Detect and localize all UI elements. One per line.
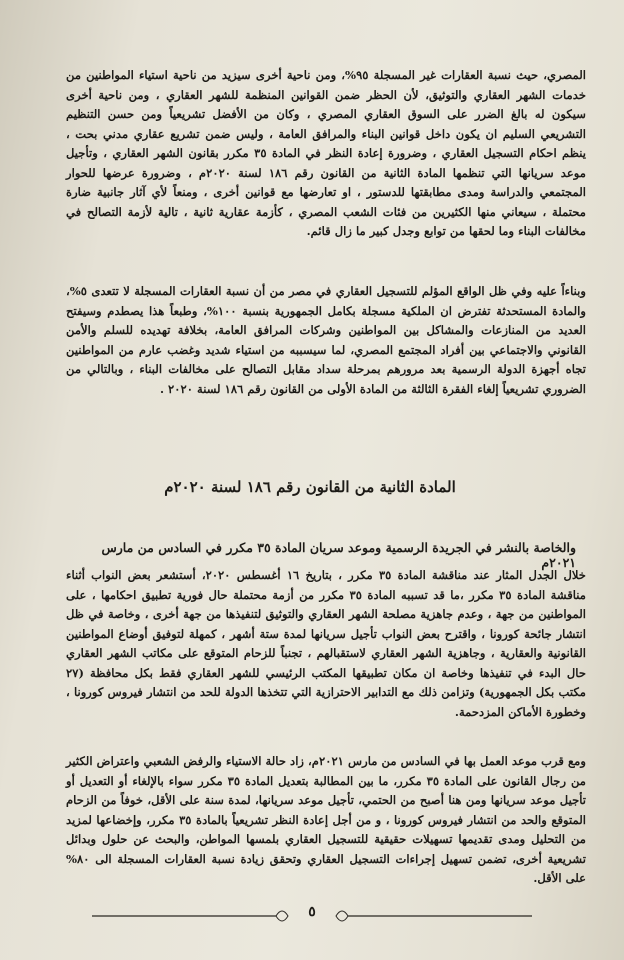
paragraph-2: وبناءاً عليه وفي ظل الواقع المؤلم للتسجيل العقاري في مصر من أن نسبة العقارات المسجلة لا تتعدى ٥%، والمادة المستحدثة تفترض ان الملكية مسجلة بكامل الجمهورية بنسبة ١٠٠%، وطبعاً هذا يصطدم وسيفتح العديد من المنازعات والمشاكل بين المواطنين وشركات المرافق العامة، بخلافة تهديده للسلم والأمن القانوني والاجتماعي بين أفراد المجتمع المصري، لما سيسببه من استياء شديد وغضب عارم من المواطنين تجاه أجهزة الدولة الرسمية بعد مرورهم بمرحلة سداد مقابل التصالح على مخالفات البناء ، وبالتالي من الضروري تشريعياً إلغاء الفقرة الثالثة من المادة الأولى من القانون رقم ١٨٦ لسنة ٢٠٢٠ . bbox=[66, 284, 587, 396]
paragraph-3: خلال الجدل المثار عند مناقشة المادة ٣٥ مكرر ، بتاريخ ١٦ أغسطس ٢٠٢٠، أستشعر بعض النواب أثناء مناقشة المادة ٣٥ مكرر ،ما قد تسببه المادة ٣٥ مكرر من أزمة محتملة حال فورية تطبيق احكامها ، على المواطنين من جهة ، وعدم جاهزية مصلحة الشهر العقاري والتوثيق لتنفيذها من جهة أخرى ، وخاصة في ظل انتشار جائحة كورونا ، واقترح بعض النواب تأجيل سريانها لمدة ستة أشهر ، كمهلة لتوفيق أوضاع المواطنين القانونية والعقارية ، وجاهزية الشهر العقاري لاستقبالهم ، تجنباً للزحام المتوقع على مكاتب الشهر العقاري حال البدء في تنفيذها وخاصة ان مكان تطبيقها المكتب الرئيسي للشهر العقاري فقط بكل محافظة (٢٧ مكتب بكل الجمهورية) وتزامن ذلك مع التدابير الاحترازية التي تتخذها الدولة للحد من انتشار فيروس كورونا ، وخطورة الأماكن المزدحمة. bbox=[66, 568, 587, 719]
section-heading: المادة الثانية من القانون رقم ١٨٦ لسنة ٢٠٢٠م bbox=[164, 478, 456, 496]
page-number: ٥ bbox=[308, 904, 316, 920]
section-subheading: والخاصة بالنشر في الجريدة الرسمية وموعد سريان المادة ٣٥ مكرر في السادس من مارس ٢٠٢١م bbox=[101, 540, 576, 570]
page-footer bbox=[92, 902, 532, 928]
paragraph-1: المصري، حيث نسبة العقارات غير المسجلة ٩٥%، ومن ناحية أخرى سيزيد من ناحية استياء المواطنين من خدمات الشهر العقاري والتوثيق، لأن الحظر ضمن القوانين المنظمة للشهر العقاري ، ومن ناحية أخرى سيكون له بالغ الضرر على السوق العقاري المصري ، وكان من الأفضل تشريعياً ومن حسن التنظيم التشريعي السليم ان يكون داخل قوانين البناء والمرافق العامة ، وليس ضمن تشريع عقاري مدني بحت ، ينظم احكام التسجيل العقاري ، وضرورة إعادة النظر في المادة ٣٥ مكرر بقانون الشهر العقاري ، وتأجيل موعد سريانها التي تنظمها المادة الثانية من القانون رقم ١٨٦ لسنة ٢٠٢٠م ، وضرورة عرضها للحوار المجتمعي والدراسة ومدى مطابقتها للدستور ، او تعارضها مع قوانين أخرى ، ومنعاً لأي آثار جانبية ضارة محتملة ، سيعاني منها الكثيرين من فئات الشعب المصري ، كأزمة عقارية ثانية ، تالية لأزمة التصالح في مخالفات البناء وما لحقها من توابع وجدل كبير ما زال قائم. bbox=[66, 68, 587, 238]
paragraph-4: ومع قرب موعد العمل بها في السادس من مارس ٢٠٢١م، زاد حالة الاستياء والرفض الشعبي واعتراض الكثير من رجال القانون على المادة ٣٥ مكرر، ما بين المطالبة بتعديل المادة ٣٥ مكرر سواء بالإلغاء أو التعديل أو تأجيل موعد سريانها ومن هنا أصبح من الحتمي، تأجيل موعد سريانها، لمدة سنة على الأقل، خوفاً من الزحام المتوقع والحد من انتشار فيروس كورونا ، و من أجل إعادة النظر تشريعياً بالمادة ٣٥ مكرر، وإخضاعها لمزيد من التحليل ومدى تقديمها تسهيلات حقيقية للتسجيل العقاري بلمسها المواطن، والبحث عن حلول وبدائل تشريعية أخرى، تضمن تسهيل إجراءات التسجيل العقاري وتحقق زيادة نسبة العقارات المسجلة الى ٨٠% على الأقل. bbox=[66, 754, 587, 885]
